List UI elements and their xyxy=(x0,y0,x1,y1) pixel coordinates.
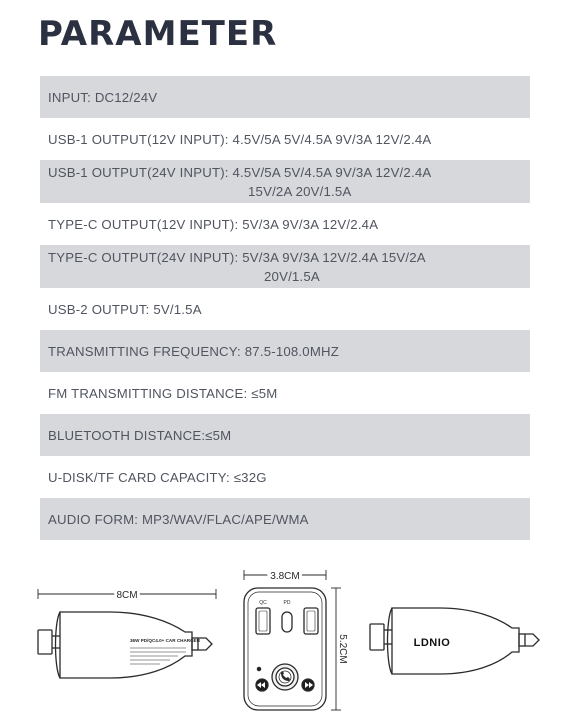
param-row-frequency xyxy=(40,330,530,372)
param-text: BLUETOOTH DISTANCE:≤5M xyxy=(48,427,232,443)
port-label-pd: PD xyxy=(283,600,291,606)
front-width-label: 3.8CM xyxy=(270,571,300,582)
product-label-text: 36W PD/QC4.0+ CAR CHARGER xyxy=(130,638,201,643)
param-row-bluetooth-distance xyxy=(40,414,530,456)
param-row-input xyxy=(40,76,530,118)
front-view xyxy=(244,570,341,710)
param-row-typec-24v xyxy=(40,245,530,288)
param-text: USB-1 OUTPUT(24V INPUT): 4.5V/5A 5V/4.5A 9V/3A 12V/2.4A xyxy=(48,164,432,180)
param-row-card-capacity xyxy=(40,456,530,498)
parameter-table xyxy=(40,76,530,540)
dimension-diagrams xyxy=(0,560,568,720)
param-row-usb1-12v xyxy=(40,118,530,160)
side-view-branded xyxy=(370,608,539,674)
param-row-audio-form xyxy=(40,498,530,540)
front-height-label: 5.2CM xyxy=(337,634,348,664)
side-view-labeled xyxy=(38,589,216,678)
param-text: TRANSMITTING FREQUENCY: 87.5-108.0MHZ xyxy=(48,343,339,359)
param-row-usb1-24v xyxy=(40,160,530,203)
param-text-continued: 15V/2A 20V/1.5A xyxy=(248,183,352,199)
param-text: USB-2 OUTPUT: 5V/1.5A xyxy=(48,301,202,317)
side-width-label: 8CM xyxy=(116,590,138,601)
brand-logo: LDNIO xyxy=(413,637,451,649)
param-row-typec-12v xyxy=(40,203,530,245)
param-text: TYPE-C OUTPUT(12V INPUT): 5V/3A 9V/3A 12V/2.4A xyxy=(48,216,379,232)
product-drawings xyxy=(0,560,568,720)
param-row-fm-distance xyxy=(40,372,530,414)
port-label-qc: QC xyxy=(259,600,267,606)
param-text-continued: 20V/1.5A xyxy=(264,268,320,284)
param-text: INPUT: DC12/24V xyxy=(48,89,158,105)
page-title: PARAMETER xyxy=(38,14,278,54)
param-text: FM TRANSMITTING DISTANCE: ≤5M xyxy=(48,385,278,401)
param-text: TYPE-C OUTPUT(24V INPUT): 5V/3A 9V/3A 12V/2.4A 15V/2A xyxy=(48,249,426,265)
param-text: USB-1 OUTPUT(12V INPUT): 4.5V/5A 5V/4.5A 9V/3A 12V/2.4A xyxy=(48,131,432,147)
param-text: U-DISK/TF CARD CAPACITY: ≤32G xyxy=(48,469,267,485)
param-text: AUDIO FORM: MP3/WAV/FLAC/APE/WMA xyxy=(48,511,309,527)
param-row-usb2 xyxy=(40,288,530,330)
